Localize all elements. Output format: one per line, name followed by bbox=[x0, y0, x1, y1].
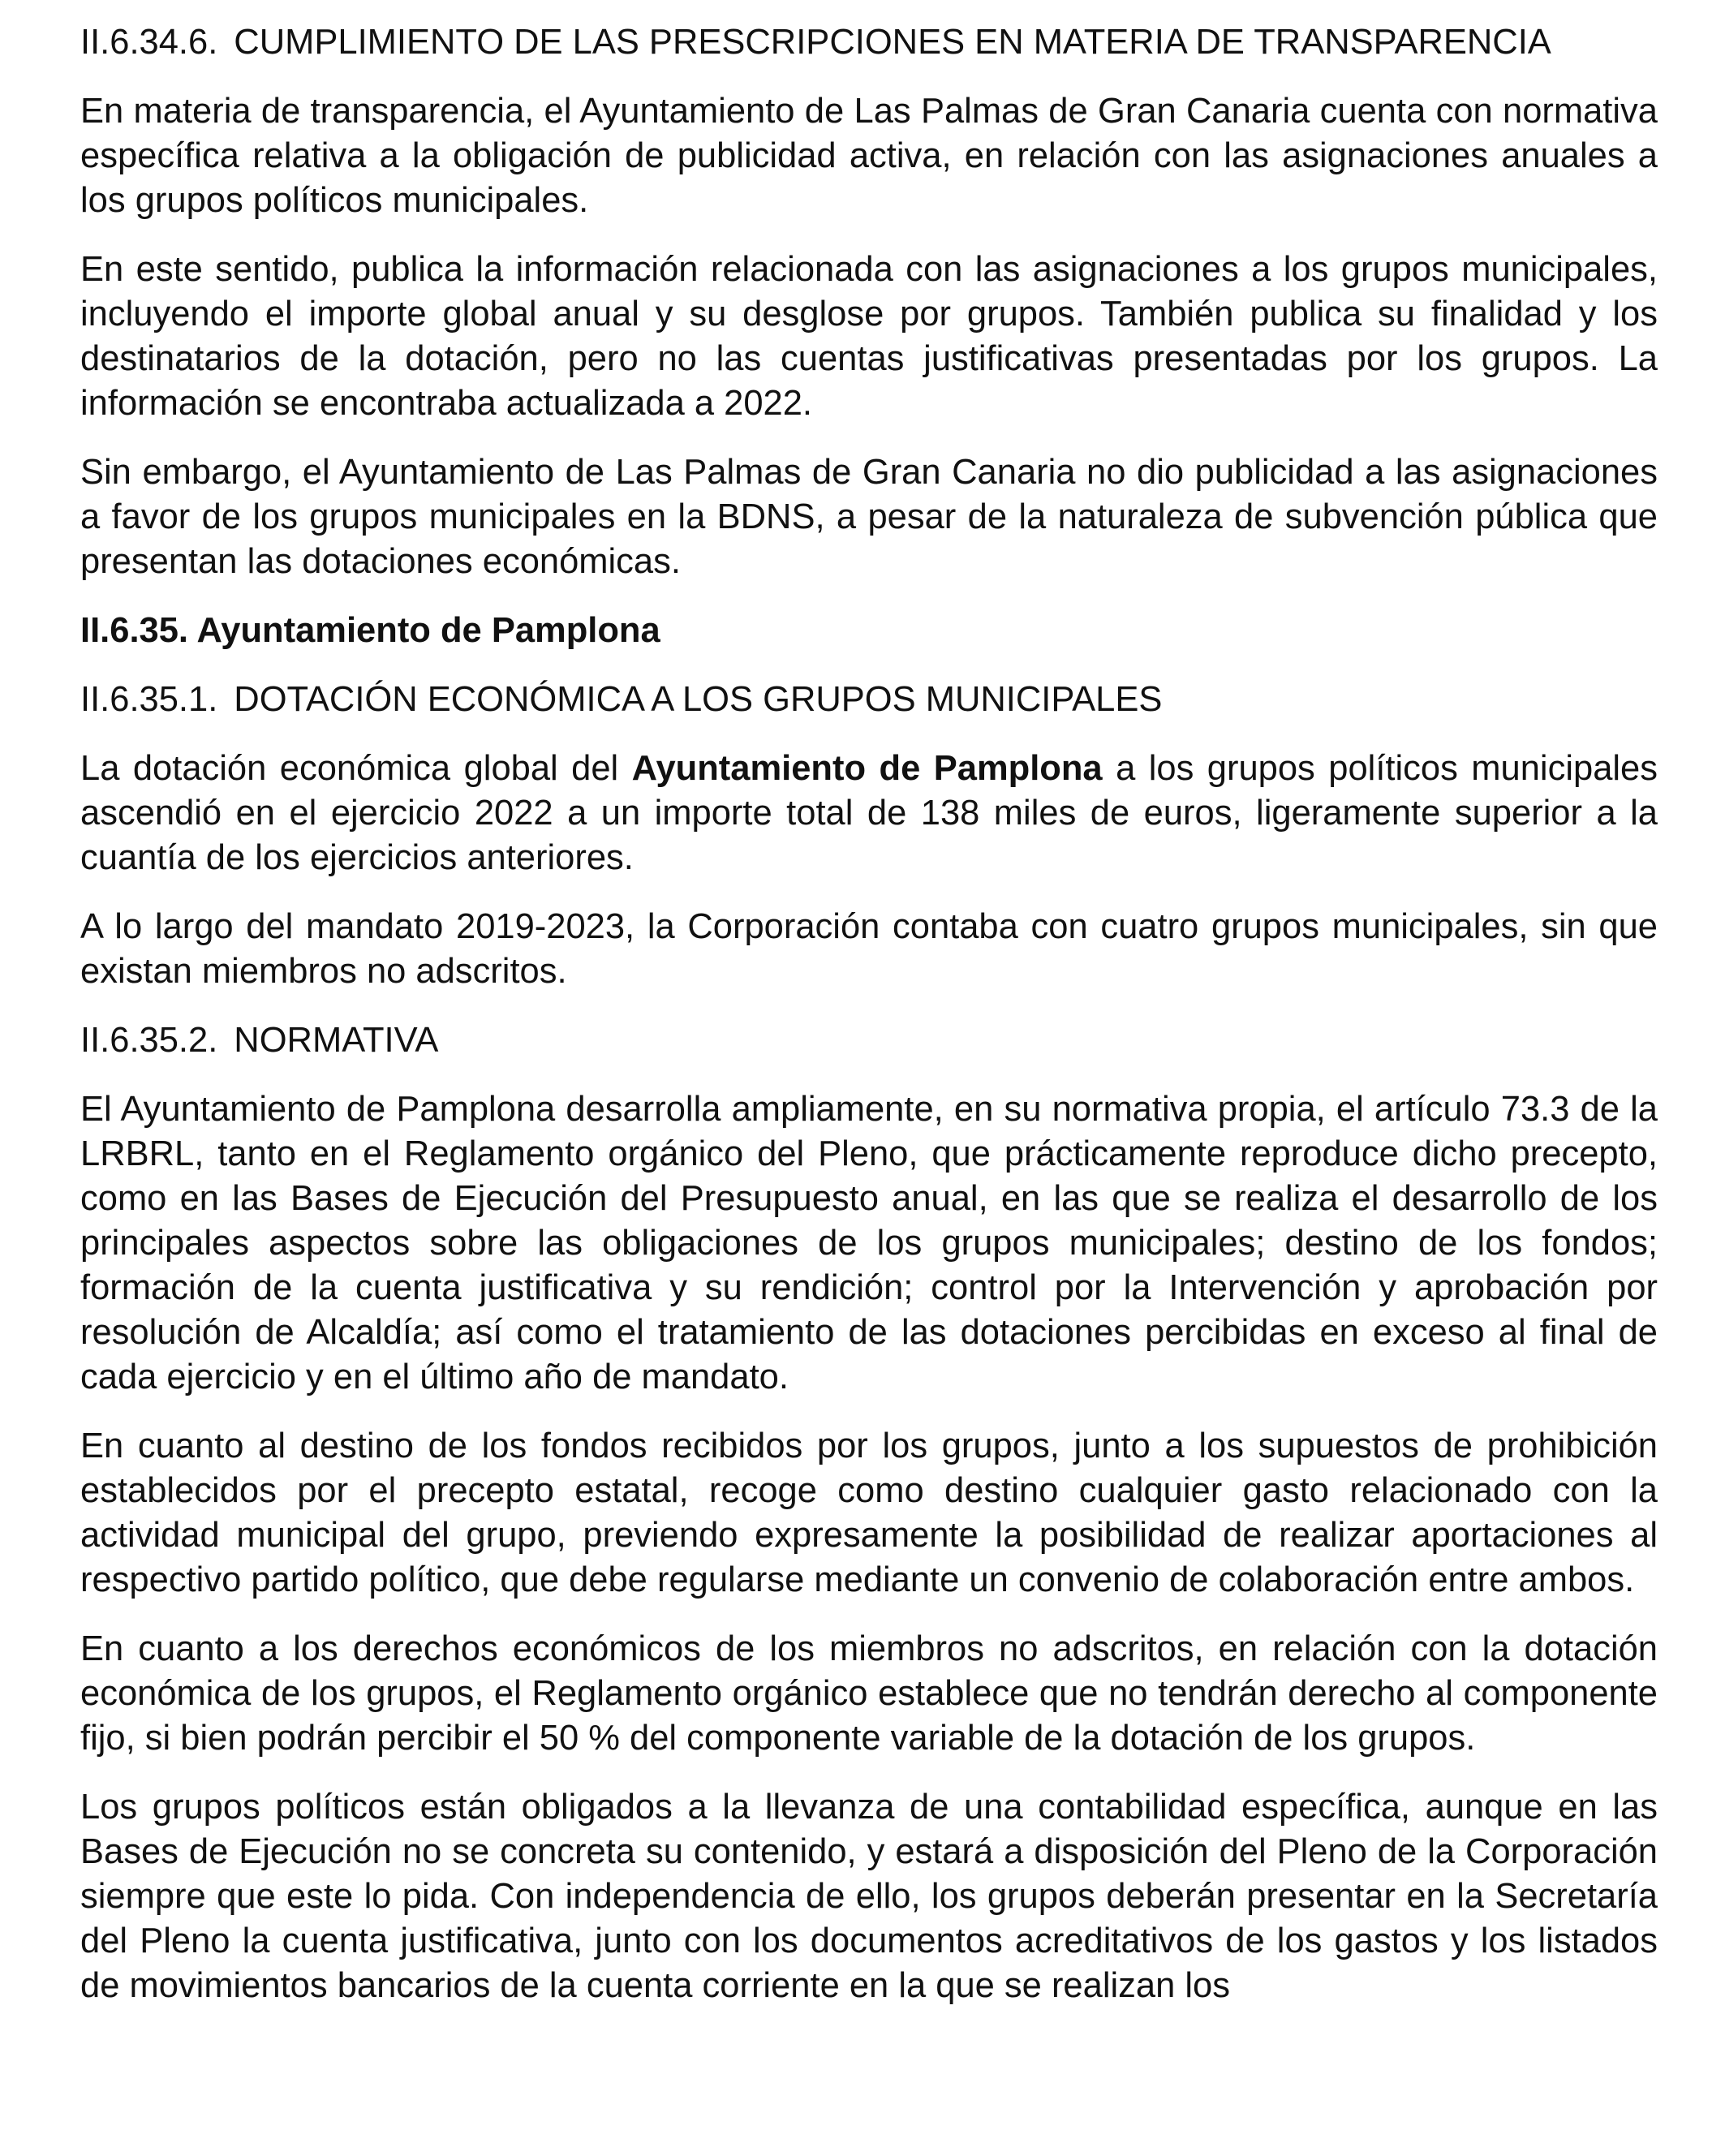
paragraph-transparencia-bdns: Sin embargo, el Ayuntamiento de Las Palmas de Gran Canaria no dio publicidad a las asignaciones a favor de los grupos municipales en la BDNS, a pesar de la naturaleza de subvención pública que presentan las dotaciones económicas. bbox=[80, 453, 1658, 581]
paragraph-dotacion-global bbox=[80, 747, 1658, 880]
section-title: DOTACIÓN ECONÓMICA A LOS GRUPOS MUNICIPALES bbox=[234, 680, 1163, 719]
section-heading-ii-6-35: II.6.35. Ayuntamiento de Pamplona bbox=[80, 611, 660, 650]
paragraph-bold-entity: Ayuntamiento de Pamplona bbox=[631, 749, 1103, 788]
section-number: II.6.35.2. bbox=[80, 1021, 218, 1060]
paragraph-destino-fondos: En cuanto al destino de los fondos recibidos por los grupos, junto a los supuestos de prohibición establecidos por el precepto estatal, recoge como destino cualquier gasto relacionado con la actividad municipal del grupo, previendo expresamente la posibilidad de realizar aportaciones al respectivo partido político, que debe regularse mediante un convenio de colaboración entre ambos. bbox=[80, 1427, 1658, 1599]
paragraph-transparencia-normativa: En materia de transparencia, el Ayuntamiento de Las Palmas de Gran Canaria cuenta con normativa específica relativa a la obligación de publicidad activa, en relación con las asignaciones anuales a los grupos políticos municipales. bbox=[80, 92, 1658, 220]
paragraph-transparencia-publicacion: En este sentido, publica la información relacionada con las asignaciones a los grupos municipales, incluyendo el importe global anual y su desglose por grupos. También publica su finalidad y los destinatarios de la dotación, pero no las cuentas justificativas presentadas por los grupos. La información se encontraba actualizada a 2022. bbox=[80, 250, 1658, 423]
section-number: II.6.34.6. bbox=[80, 23, 218, 62]
paragraph-mandato-grupos: A lo largo del mandato 2019-2023, la Corporación contaba con cuatro grupos municipales, sin que existan miembros no adscritos. bbox=[80, 907, 1658, 991]
section-heading-ii-6-34-6 bbox=[80, 20, 1658, 65]
paragraph-miembros-no-adscritos: En cuanto a los derechos económicos de los miembros no adscritos, en relación con la dotación económica de los grupos, el Reglamento orgánico establece que no tendrán derecho al componente fijo, si bien podrán percibir el 50 % del componente variable de la dotación de los grupos. bbox=[80, 1629, 1658, 1758]
paragraph-contabilidad-especifica: Los grupos políticos están obligados a la llevanza de una contabilidad específica, aunque en las Bases de Ejecución no se concreta su contenido, y estará a disposición del Pleno de la Corporación siempre que este lo pida. Con independencia de ello, los grupos deberán presentar en la Secretaría del Pleno la cuenta justificativa, junto con los documentos acreditativos de los gastos y los listados de movimientos bancarios de la cuenta corriente en la que se realizan los bbox=[80, 1788, 1658, 2005]
document-page bbox=[80, 20, 1658, 2033]
section-number: II.6.35.1. bbox=[80, 680, 218, 719]
paragraph-normativa-propia: El Ayuntamiento de Pamplona desarrolla ampliamente, en su normativa propia, el artículo 73.3 de la LRBRL, tanto en el Reglamento orgánico del Pleno, que prácticamente reproduce dicho precepto, como en las Bases de Ejecución del Presupuesto anual, en las que se realiza el desarrollo de los principales aspectos sobre las obligaciones de los grupos municipales; destino de los fondos; formación de la cuenta justificativa y su rendición; control por la Intervención y aprobación por resolución de Alcaldía; así como el tratamiento de las dotaciones percibidas en exceso al final de cada ejercicio y en el último año de mandato. bbox=[80, 1090, 1658, 1396]
section-heading-ii-6-35-2 bbox=[80, 1018, 1658, 1063]
section-heading-ii-6-35-1 bbox=[80, 678, 1658, 722]
section-title: NORMATIVA bbox=[234, 1021, 439, 1060]
paragraph-text: a los grupos políticos municipales ascendió en el ejercicio 2022 a un importe total de 138 miles de euros, ligeramente superior a la cuantía de los ejercicios anteriores. bbox=[80, 749, 1658, 877]
section-title: CUMPLIMIENTO DE LAS PRESCRIPCIONES EN MATERIA DE TRANSPARENCIA bbox=[234, 23, 1551, 62]
paragraph-text: La dotación económica global del bbox=[80, 749, 632, 788]
